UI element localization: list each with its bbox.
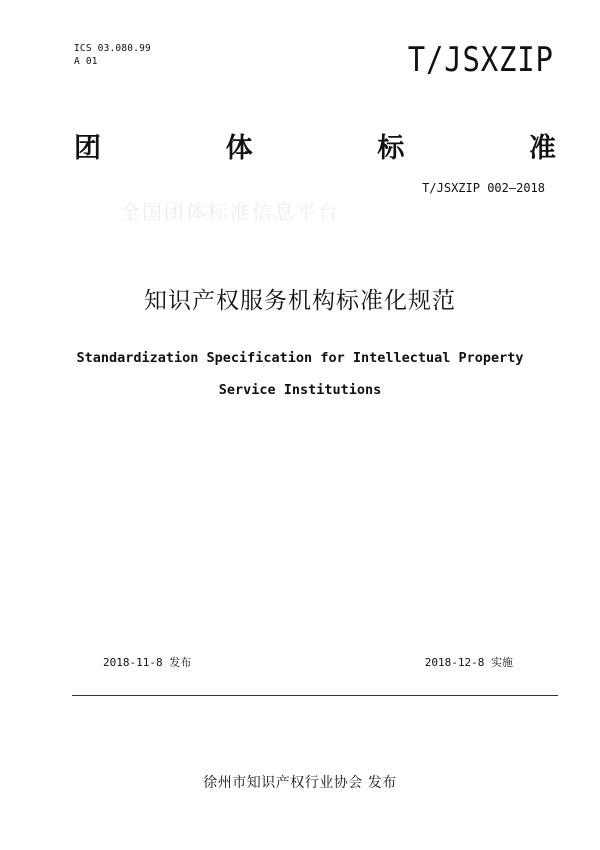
classification-codes (74, 42, 151, 68)
heading-char: 标 (377, 133, 405, 164)
standard-type-heading (74, 133, 556, 165)
ics-code: ICS 03.080.99 (74, 43, 151, 54)
standard-number: T/JSXZIP 002—2018 (422, 181, 545, 195)
heading-char: 体 (225, 133, 253, 164)
watermark: 全国团体标准信息平台 (120, 200, 340, 224)
brand-code: T/JSXZIP (407, 40, 554, 80)
heading-char: 团 (74, 133, 101, 164)
release-date: 2018-11-8 发布 (103, 656, 192, 669)
title-english-line2: Service Institutions (218, 382, 382, 398)
implementation-date: 2018-12-8 实施 (424, 656, 513, 669)
title-english-line1: Standardization Specification for Intellectual Property (76, 350, 524, 366)
divider-line (72, 695, 558, 696)
publisher: 徐州市知识产权行业协会 发布 (203, 775, 397, 791)
heading-char: 准 (528, 133, 556, 164)
title-chinese: 知识产权服务机构标准化规范 (144, 288, 456, 314)
ccs-code: A 01 (74, 56, 98, 67)
